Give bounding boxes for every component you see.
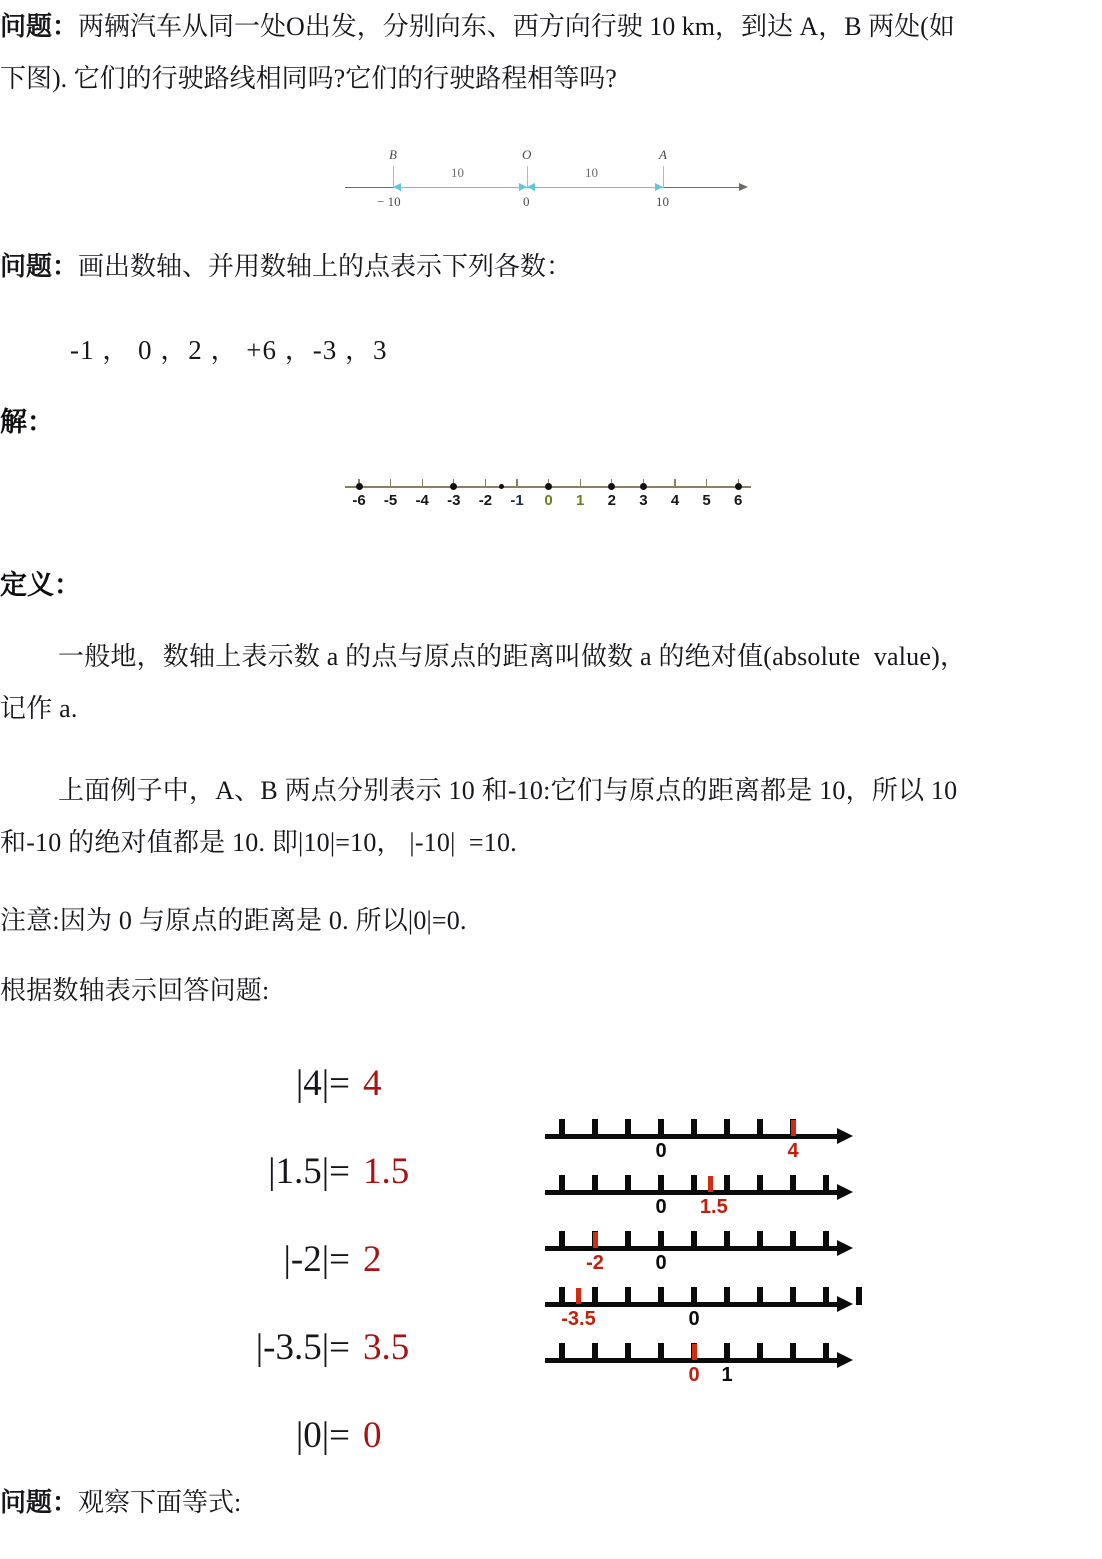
mini-number-line-label: 1.5 <box>699 1196 728 1218</box>
mini-number-line-tick <box>757 1287 763 1305</box>
question1-lead: 问题： <box>0 12 79 41</box>
equation-answer: 4 <box>363 1063 382 1104</box>
mini-number-line-tick <box>625 1175 631 1193</box>
mini-number-line <box>545 1339 875 1395</box>
equation-expression: |-2|= <box>283 1239 350 1280</box>
figure2-tick-label: 3 <box>639 492 648 509</box>
figure1-coord-minus10: − 10 <box>377 194 401 209</box>
equation-row <box>228 1128 478 1216</box>
mini-number-line-tick <box>658 1231 664 1249</box>
figure2-tick-label: 2 <box>607 492 616 509</box>
mini-number-line-tick <box>625 1119 631 1137</box>
figure2-point-dot <box>450 483 457 490</box>
figure1-coord-zero: 0 <box>523 194 530 209</box>
mini-number-line-tick <box>691 1231 697 1249</box>
figure2-point-dot <box>640 483 647 490</box>
mini-number-line-tick <box>625 1287 631 1305</box>
figure1-arrowhead-right-start <box>527 183 535 191</box>
figure2-tick-label: 1 <box>576 492 585 509</box>
figure2-tick-label: 0 <box>544 492 553 509</box>
mini-number-line-tick <box>724 1287 730 1305</box>
figure1-tick-A <box>663 166 664 188</box>
question2-line <box>0 244 1102 290</box>
mini-number-line-label: 1 <box>721 1364 733 1386</box>
figure2-tick <box>390 479 391 487</box>
mini-number-line-highlight-tick <box>576 1288 581 1304</box>
mini-number-line-tick <box>724 1231 730 1249</box>
equation-row <box>228 1392 478 1480</box>
mini-number-line-tick <box>724 1343 730 1361</box>
figure2-point-dot <box>356 483 363 490</box>
mini-number-line-label: -3.5 <box>561 1308 596 1330</box>
mini-number-line-tick <box>724 1175 730 1193</box>
mini-number-line-tick <box>559 1287 565 1305</box>
equation-expression: |1.5|= <box>268 1151 350 1192</box>
equation-answer: 0 <box>363 1415 382 1456</box>
equation-expression: |-3.5|= <box>255 1327 350 1368</box>
mini-number-line-label: 4 <box>787 1140 799 1162</box>
example-line1: 上面例子中，A、B 两点分别表示 10 和-10:它们与原点的距离都是 10，所以 10 <box>58 776 958 805</box>
equation-answer: 2 <box>363 1239 382 1280</box>
mini-number-line-tick <box>856 1287 862 1305</box>
mini-number-line-tick <box>559 1119 565 1137</box>
equation-row <box>228 1304 478 1392</box>
figure2-point-dot <box>735 483 742 490</box>
mini-number-line-tick <box>592 1287 598 1305</box>
mini-number-line-tick <box>724 1119 730 1137</box>
question1-line1-text: 两辆汽车从同一处O出发，分别向东、西方向行驶 10 km，到达 A，B 两处(如 <box>78 12 955 41</box>
mini-number-line-tick <box>790 1287 796 1305</box>
question2-lead: 问题： <box>0 252 79 281</box>
mini-number-line-arrowhead <box>837 1352 853 1368</box>
figure2-point-dot <box>499 484 504 489</box>
figure2-tick-label: -5 <box>383 492 398 509</box>
mini-number-line-label: 0 <box>688 1364 700 1386</box>
mini-number-line-tick <box>823 1231 829 1249</box>
mini-number-line-tick <box>691 1119 697 1137</box>
mini-number-line-tick <box>658 1175 664 1193</box>
equation-expression: |0|= <box>295 1415 350 1456</box>
figure2-tick <box>485 479 486 487</box>
definition-line1: 一般地，数轴上表示数 a 的点与原点的距离叫做数 a 的绝对值(absolute value)， <box>58 642 967 671</box>
mini-number-line-tick <box>559 1175 565 1193</box>
figure2-tick-label: 6 <box>734 492 743 509</box>
figure2-tick <box>516 479 517 487</box>
question2-number-list: -1 ， 0 ，2 ， +6 ，-3 ，3 <box>70 335 388 365</box>
figure1-axis-arrowhead <box>739 183 748 191</box>
equation-expression: |4|= <box>295 1063 350 1104</box>
figure1-segment-right <box>527 187 663 188</box>
mini-number-line <box>545 1115 875 1171</box>
equation-row <box>228 1216 478 1304</box>
mini-number-line <box>545 1227 875 1283</box>
mini-number-line-highlight-tick <box>692 1344 697 1360</box>
mini-number-line-tick <box>625 1231 631 1249</box>
answer-prompt: 根据数轴表示回答问题: <box>0 976 270 1005</box>
figure-number-line-minus6-to-6 <box>345 470 775 520</box>
figure2-tick-label: -6 <box>352 492 366 509</box>
mini-number-line-tick <box>559 1231 565 1249</box>
mini-number-line-tick <box>658 1343 664 1361</box>
solution-label: 解： <box>0 407 54 437</box>
figure1-distance-right: 10 <box>585 165 598 180</box>
mini-number-line-label: 0 <box>655 1252 667 1274</box>
equation-row <box>228 1040 478 1128</box>
figure1-label-O: O <box>522 147 532 162</box>
mini-number-line-arrowhead <box>837 1240 853 1256</box>
figure1-label-A: A <box>659 147 667 162</box>
mini-number-line-group <box>545 1115 875 1395</box>
figure2-tick-label: 4 <box>670 492 680 509</box>
mini-number-line-tick <box>823 1287 829 1305</box>
mini-number-line-tick <box>757 1175 763 1193</box>
figure2-tick-label: 5 <box>702 492 711 509</box>
figure2-tick-label: -2 <box>478 492 493 509</box>
mini-number-line <box>545 1171 875 1227</box>
mini-number-line-label: 0 <box>655 1140 667 1162</box>
figure1-coord-ten: 10 <box>656 194 669 209</box>
mini-number-line-tick <box>823 1343 829 1361</box>
mini-number-line-tick <box>592 1343 598 1361</box>
absolute-value-equation-list <box>228 1040 478 1480</box>
mini-number-line-tick <box>592 1119 598 1137</box>
figure1-label-B: B <box>389 147 397 162</box>
question3-line <box>0 1480 1102 1526</box>
mini-number-line-tick <box>691 1175 697 1193</box>
figure2-tick <box>706 479 707 487</box>
mini-number-line-tick <box>790 1231 796 1249</box>
figure2-tick-label: -1 <box>510 492 524 509</box>
mini-number-line-tick <box>691 1287 697 1305</box>
definition-line2: 记作 a. <box>0 694 78 723</box>
question1-line1 <box>0 4 1102 50</box>
equation-answer: 1.5 <box>363 1151 410 1192</box>
mini-number-line-tick <box>625 1343 631 1361</box>
mini-number-line-tick <box>658 1119 664 1137</box>
note-line: 注意:因为 0 与原点的距离是 0. 所以|0|=0. <box>0 906 467 935</box>
figure-number-line-AB <box>345 143 765 215</box>
figure2-tick-label: -4 <box>415 492 429 509</box>
mini-number-line-tick <box>592 1175 598 1193</box>
figure1-arrowhead-left-end <box>519 183 527 191</box>
mini-number-line-tick <box>757 1119 763 1137</box>
question2-body: 画出数轴、并用数轴上的点表示下列各数： <box>78 252 573 281</box>
figure2-point-dot <box>608 483 615 490</box>
mini-number-line-tick <box>790 1175 796 1193</box>
question1-line2 <box>0 56 1102 102</box>
mini-number-line-tick <box>790 1343 796 1361</box>
figure1-arrowhead-left-start <box>393 183 401 191</box>
mini-number-line-label: 0 <box>688 1308 700 1330</box>
question1-line2-text: 下图). 它们的行驶路线相同吗?它们的行驶路程相等吗? <box>0 64 617 93</box>
mini-number-line-highlight-tick <box>791 1120 796 1136</box>
figure1-arrowhead-right-end <box>655 183 663 191</box>
mini-number-line-highlight-tick <box>708 1176 713 1192</box>
figure2-tick-label: -3 <box>447 492 461 509</box>
question3-lead: 问题： <box>0 1488 79 1517</box>
mini-number-line-label: 0 <box>655 1196 667 1218</box>
mini-number-line-highlight-tick <box>593 1232 598 1248</box>
mini-number-line-tick <box>658 1287 664 1305</box>
example-line2: 和-10 的绝对值都是 10. 即|10|=10， |-10| =10. <box>0 828 517 857</box>
mini-number-line-tick <box>757 1343 763 1361</box>
mini-number-line-arrowhead <box>837 1296 853 1312</box>
mini-number-line-arrowhead <box>837 1128 853 1144</box>
figure2-tick <box>580 479 581 487</box>
mini-number-line-tick <box>757 1231 763 1249</box>
mini-number-line-label: -2 <box>586 1252 604 1274</box>
equation-answer: 3.5 <box>363 1327 410 1368</box>
mini-number-line-arrowhead <box>837 1184 853 1200</box>
question3-body: 观察下面等式: <box>78 1488 242 1517</box>
figure2-tick <box>674 479 675 487</box>
figure2-tick <box>422 479 423 487</box>
figure1-segment-left <box>393 187 527 188</box>
mini-number-line-tick <box>559 1343 565 1361</box>
definition-label: 定义： <box>0 570 81 600</box>
figure1-distance-left: 10 <box>451 165 464 180</box>
figure2-point-dot <box>545 483 552 490</box>
mini-number-line <box>545 1283 875 1339</box>
mini-number-line-tick <box>823 1175 829 1193</box>
